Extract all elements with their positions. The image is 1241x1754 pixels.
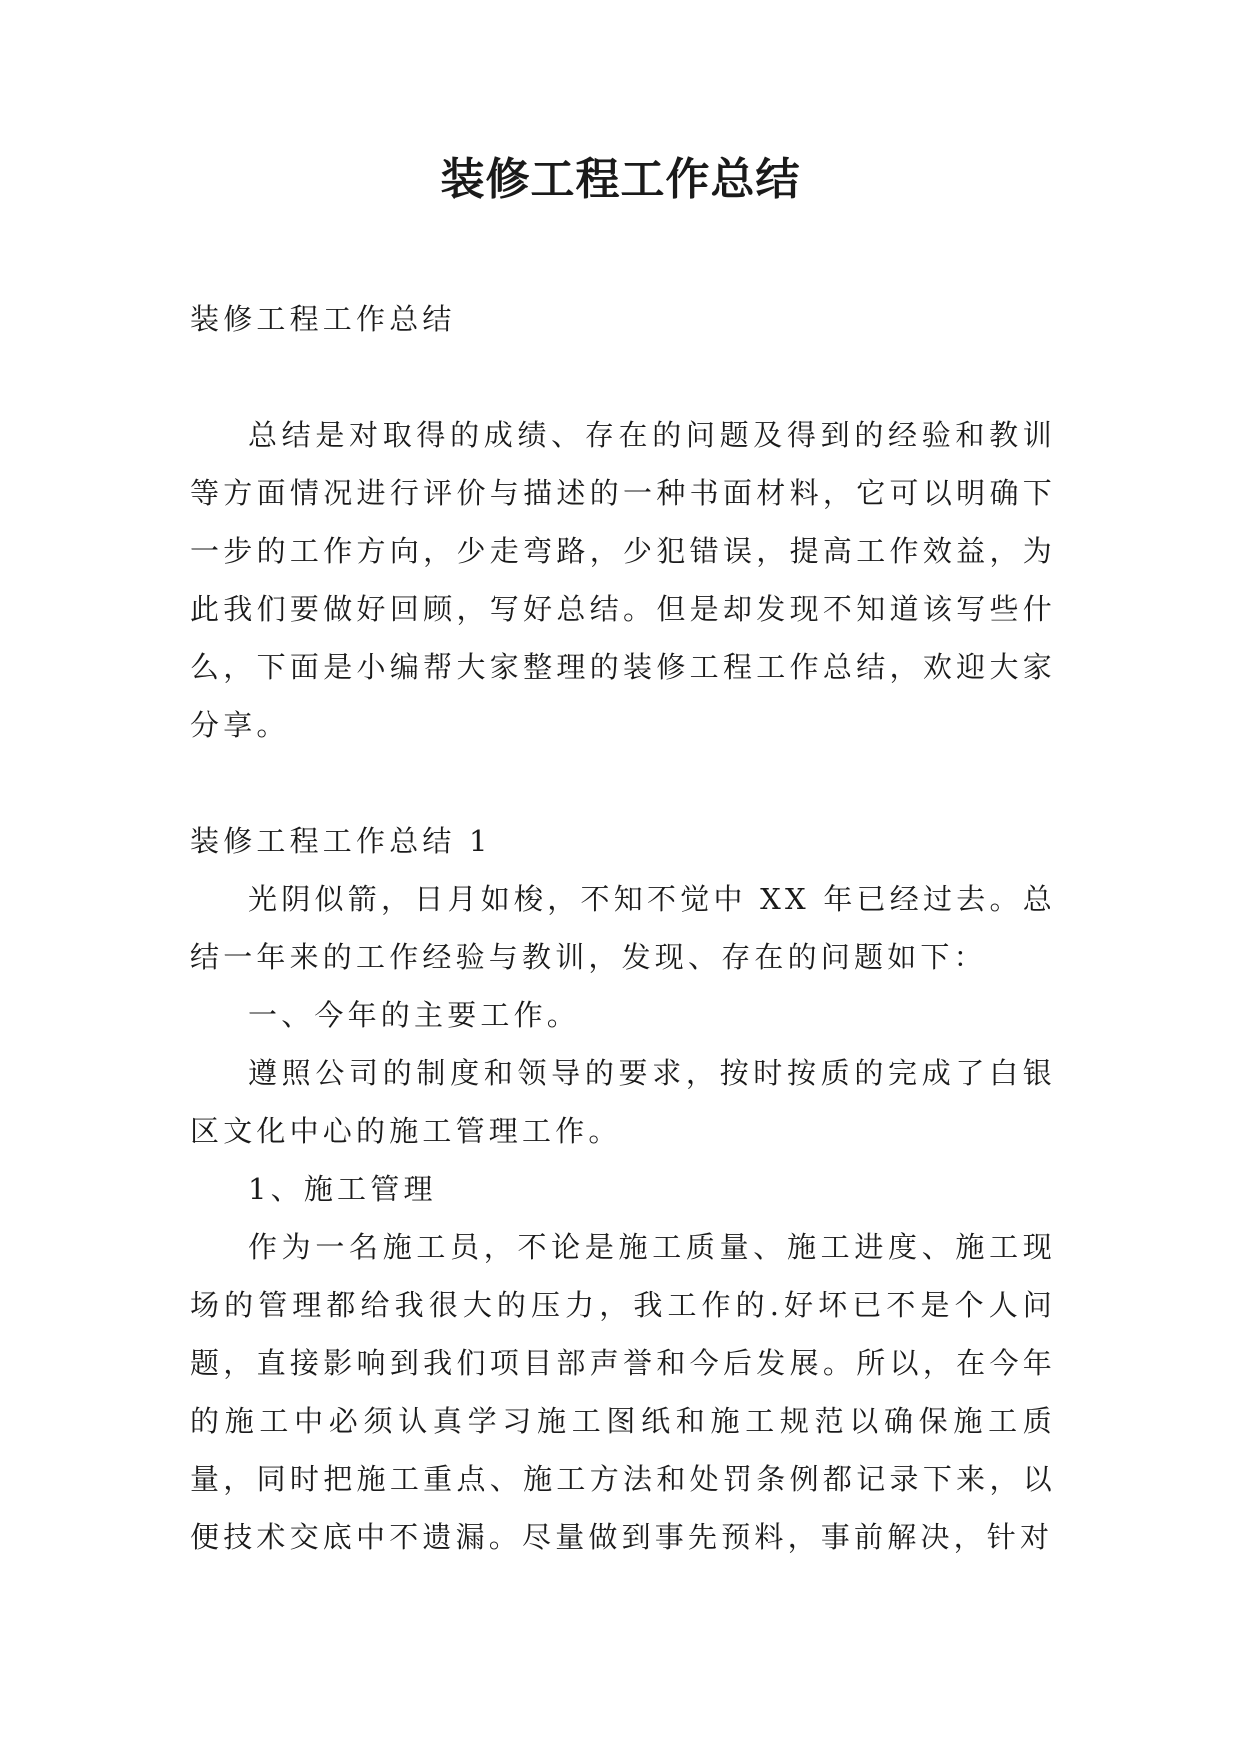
body-paragraph: 1、施工管理 — [248, 1172, 437, 1206]
body-paragraph: 作为一名施工员，不论是施工质量、施工进度、施工现场的管理都给我很大的压力，我工作的.好坏已不是个人问题，直接影响到我们项目部声誉和今后发展。所以，在今年的施工中必须认真学习施工图纸和施工规范以确保施工质量，同时把施工重点、施工方法和处罚条例都记录下来，以便技术交底中不遗漏。尽量做到事先预料，事前解决，针对 — [190, 1230, 1056, 1554]
document-subtitle: 装修工程工作总结 — [190, 302, 456, 336]
intro-paragraph: 总结是对取得的成绩、存在的问题及得到的经验和教训等方面情况进行评价与描述的一种书面材料，它可以明确下一步的工作方向，少走弯路，少犯错误，提高工作效益，为此我们要做好回顾，写好总结。但是却发现不知道该写些什么，下面是小编帮大家整理的装修工程工作总结，欢迎大家分享。 — [190, 418, 1056, 742]
document-title: 装修工程工作总结 — [440, 154, 801, 205]
document-body — [190, 290, 1056, 1566]
section-heading: 装修工程工作总结 1 — [190, 824, 492, 858]
body-paragraph: 遵照公司的制度和领导的要求，按时按质的完成了白银区文化中心的施工管理工作。 — [190, 1056, 1056, 1148]
body-paragraph: 光阴似箭，日月如梭，不知不觉中 XX 年已经过去。总结一年来的工作经验与教训，发现、存在的问题如下： — [190, 882, 1056, 974]
body-paragraph: 一、今年的主要工作。 — [248, 998, 581, 1032]
